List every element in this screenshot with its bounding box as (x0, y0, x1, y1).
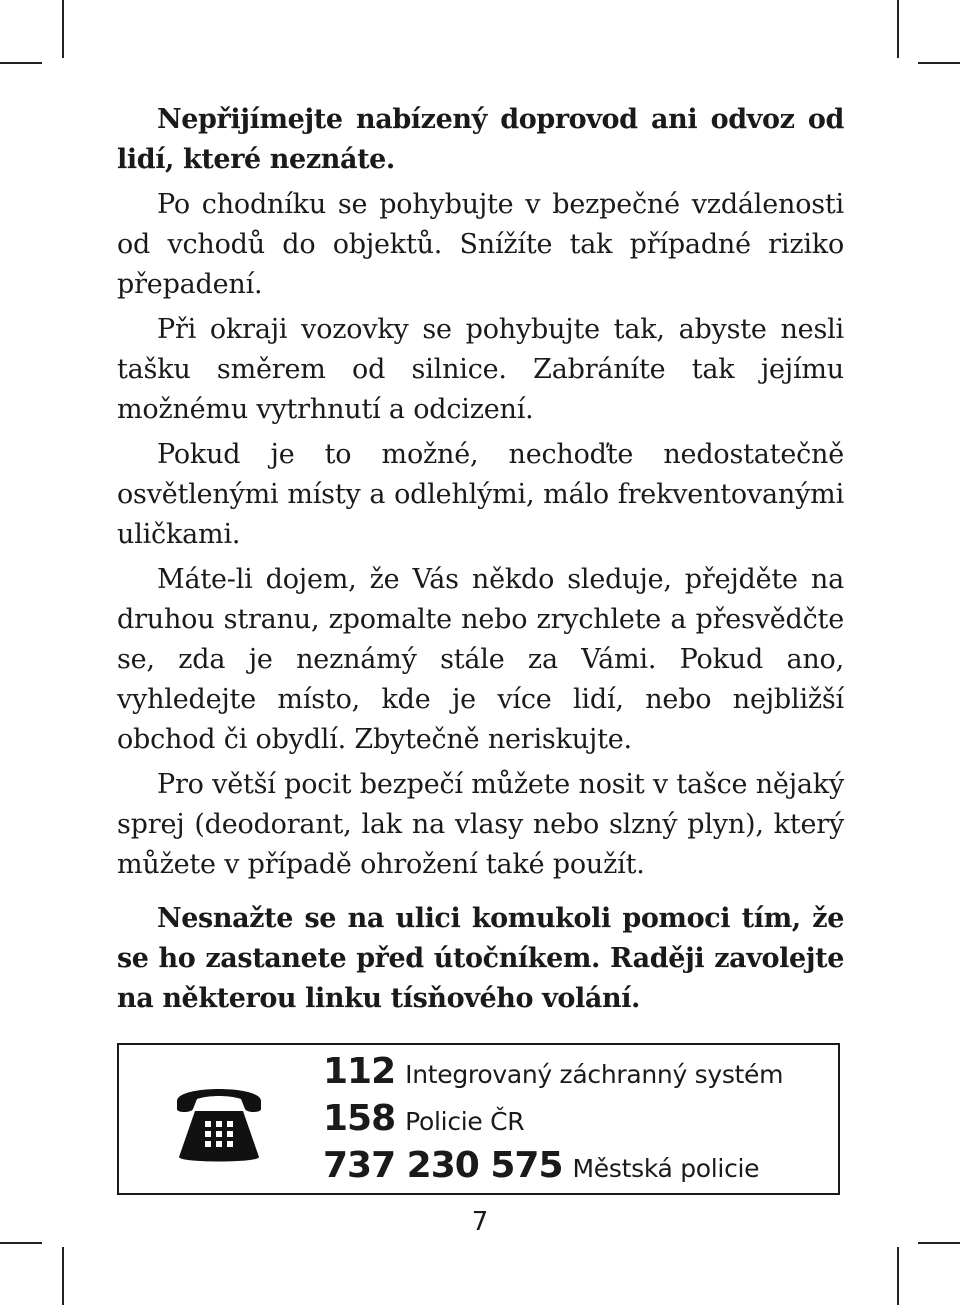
page-number: 7 (471, 1207, 489, 1237)
paragraph-bag: Při okraji vozovky se pohybujte tak, abyste nesli tašku směrem od silnice. Zabráníte tak jejímu možnému vytrhnutí a odcizení. (117, 314, 844, 425)
emergency-label: Městská policie (572, 1154, 760, 1183)
crop-mark-top-right (897, 0, 899, 58)
emergency-row-112 (323, 1051, 783, 1098)
paragraph-call-emergency: Nesnažte se na ulici komukoli pomoci tím, že se ho zastanete před útočníkem. Raději zavolejte na některou linku tísňového volání. (117, 903, 844, 1014)
crop-mark-bottom-right (897, 1247, 899, 1305)
crop-mark-bottom-right-h (918, 1242, 960, 1244)
crop-mark-top-right-h (918, 62, 960, 64)
crop-mark-bottom-left-h (0, 1242, 42, 1244)
emergency-number: 737 230 575 (323, 1145, 563, 1186)
emergency-numbers-box (117, 1043, 840, 1195)
emergency-number-list (323, 1051, 783, 1192)
paragraph-warning-escort: Nepřijímejte nabízený doprovod ani odvoz od lidí, které neznáte. (117, 104, 844, 175)
emergency-label: Policie ČR (405, 1107, 525, 1136)
paragraph-lighting: Pokud je to možné, nechoďte nedostatečně osvětlenými místy a odlehlými, málo frekventovanými uličkami. (117, 439, 844, 550)
page-body (117, 100, 844, 1024)
emergency-row-158 (323, 1098, 783, 1145)
crop-mark-bottom-left (62, 1247, 64, 1305)
paragraph-sidewalk: Po chodníku se pohybujte v bezpečné vzdálenosti od vchodů do objektů. Snížíte tak případné riziko přepadení. (117, 189, 844, 300)
paragraph-spray: Pro větší pocit bezpečí můžete nosit v tašce nějaký sprej (deodorant, lak na vlasy nebo slzný plyn), který můžete v případě ohrožení také použít. (117, 769, 844, 880)
emergency-number: 112 (323, 1051, 396, 1092)
telephone-icon (169, 1077, 269, 1167)
crop-mark-top-left (62, 0, 64, 58)
emergency-number: 158 (323, 1098, 396, 1139)
emergency-label: Integrovaný záchranný systém (405, 1060, 784, 1089)
emergency-row-city-police (323, 1145, 783, 1192)
crop-mark-top-left-h (0, 62, 42, 64)
paragraph-followed: Máte-li dojem, že Vás někdo sleduje, přejděte na druhou stranu, zpomalte nebo zrychlete a přesvědčte se, zda je neznámý stále za Vámi. Pokud ano, vyhledejte místo, kde je více lidí, nebo nejbližší obchod či obydlí. Zbytečně neriskujte. (117, 564, 844, 755)
